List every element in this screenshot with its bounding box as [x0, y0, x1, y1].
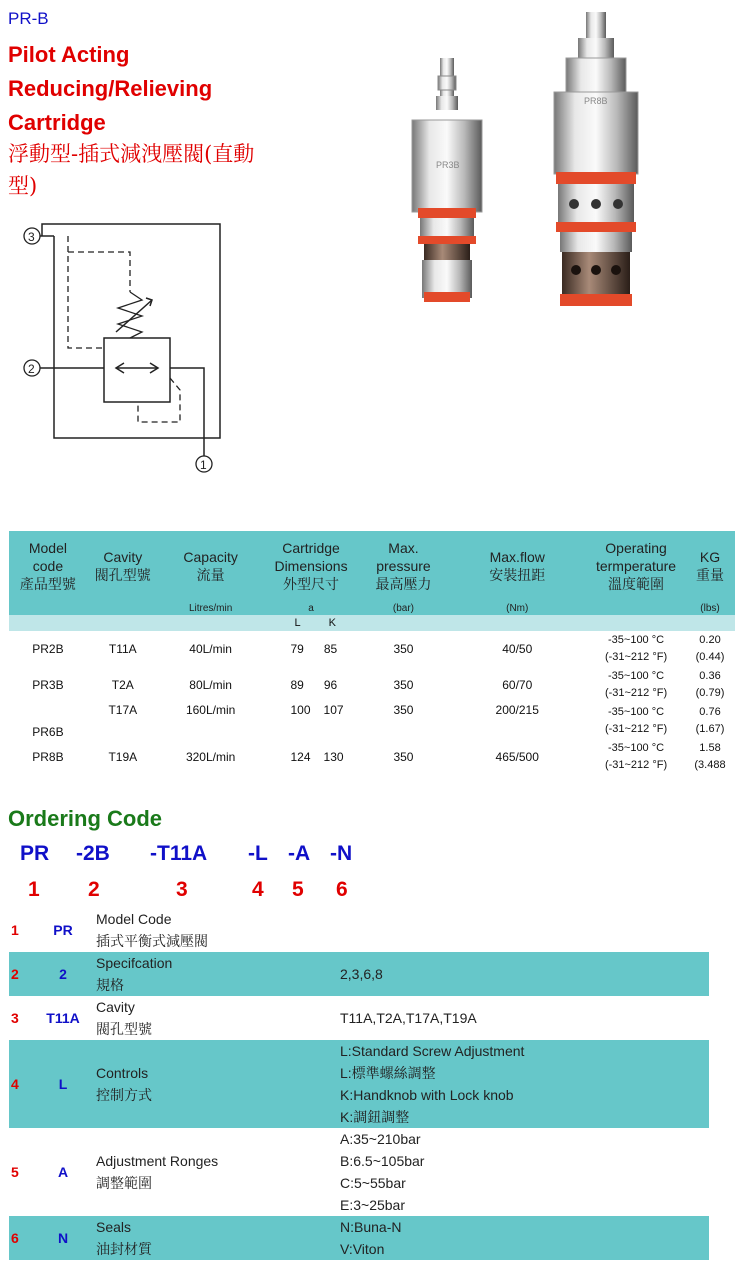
title-chinese-line: 型) — [8, 174, 38, 198]
product-title-chinese — [8, 138, 308, 202]
code-index-3: 3 — [176, 878, 188, 901]
code-part-model: PR — [20, 842, 50, 865]
code-index-4: 4 — [252, 878, 264, 901]
port-2-marker — [24, 360, 40, 376]
table-row: PR2B T11A 40L/min 79 85 350 40/50 -35~100 °C (-31~212 °F) 0.20 (0.44) — [32, 634, 725, 663]
ordering-row-range: 5 A Adjustment Ronges 調整範圍 A:35~210bar B:6.5~105bar C:5~55bar E:3~25bar — [11, 1131, 425, 1213]
ordering-code-title: Ordering Code — [8, 806, 163, 831]
large-cartridge-label: PR8B — [584, 96, 608, 106]
code-part-range: -A — [288, 842, 311, 865]
column-header-pressure: Max. pressure 最高壓力 — [360, 531, 448, 601]
product-photo — [398, 8, 660, 313]
hydraulic-schematic — [20, 218, 250, 480]
table-row: PR6B T17A 160L/min 100 107 350 200/215 -35~100 °C (-31~212 °F) 0.76 (1.67) — [32, 703, 725, 739]
port-3-marker — [24, 228, 40, 244]
title-line: Cartridge — [8, 110, 106, 135]
column-header-temperature: Operating termperature 溫度範圍 — [587, 531, 685, 601]
ordering-code-table — [9, 908, 709, 1260]
code-index-6: 6 — [336, 878, 348, 901]
port-3-label: 3 — [28, 230, 35, 244]
ordering-row-controls: 4 L Controls 控制方式 L:Standard Screw Adjustment L:標準螺絲調整 K:Handknob with Lock knob K:調鈕調整 — [9, 1040, 709, 1128]
table-units-row: Litres/min a (bar) (Nm) (lbs) — [9, 601, 735, 615]
small-cartridge-image — [412, 58, 482, 302]
product-code: PR-B — [8, 9, 49, 28]
table-row: PR3B T2A 80L/min 89 96 350 60/70 -35~100 °C (-31~212 °F) 0.36 (0.79) — [32, 670, 725, 699]
title-line: Pilot Acting — [8, 42, 130, 67]
column-header-model: Model code 產品型號 — [9, 531, 87, 601]
title-line: Reducing/Relieving — [8, 76, 213, 101]
code-index-5: 5 — [292, 878, 304, 901]
port-1-marker — [196, 456, 212, 472]
product-title — [8, 38, 308, 140]
code-index-2: 2 — [88, 878, 100, 901]
table-row: PR8B T19A 320L/min 124 130 350 465/500 -35~100 °C (-31~212 °F) 1.58 (3.488 — [32, 742, 726, 771]
code-part-cavity: -T11A — [150, 842, 208, 865]
large-cartridge-image — [554, 12, 638, 306]
column-header-capacity: Capacity 流量 — [159, 531, 263, 601]
title-chinese-line: 浮動型-插式減洩壓閥(直動 — [8, 142, 255, 166]
column-header-dimensions: Cartridge Dimensions 外型尺寸 — [263, 531, 360, 601]
table-dimension-subheader-row: L K — [9, 615, 735, 631]
code-index-1: 1 — [28, 878, 40, 901]
code-part-spec: -2B — [76, 842, 110, 865]
ordering-row-cavity: 3 T11A Cavity 閥孔型號 T11A,T2A,T17A,T19A — [11, 999, 477, 1037]
code-part-control: -L — [248, 842, 268, 865]
table-header-row — [9, 531, 735, 601]
ordering-row-model: 1 PR Model Code 插式平衡式減壓閥 — [11, 911, 208, 949]
column-header-flow: Max.flow 安裝扭距 — [447, 531, 587, 601]
specification-table — [9, 531, 735, 775]
ordering-row-seals: 6 N Seals 油封材質 N:Buna-N V:Viton — [9, 1216, 709, 1260]
column-header-cavity: Cavity 閥孔型號 — [87, 531, 159, 601]
port-1-label: 1 — [200, 458, 207, 472]
ordering-row-spec: 2 2 Specifcation 規格 2,3,6,8 — [9, 952, 709, 996]
column-header-weight: KG 重量 — [685, 531, 735, 601]
port-2-label: 2 — [28, 362, 35, 376]
small-cartridge-label: PR3B — [436, 160, 460, 170]
code-part-seal: -N — [330, 842, 353, 865]
